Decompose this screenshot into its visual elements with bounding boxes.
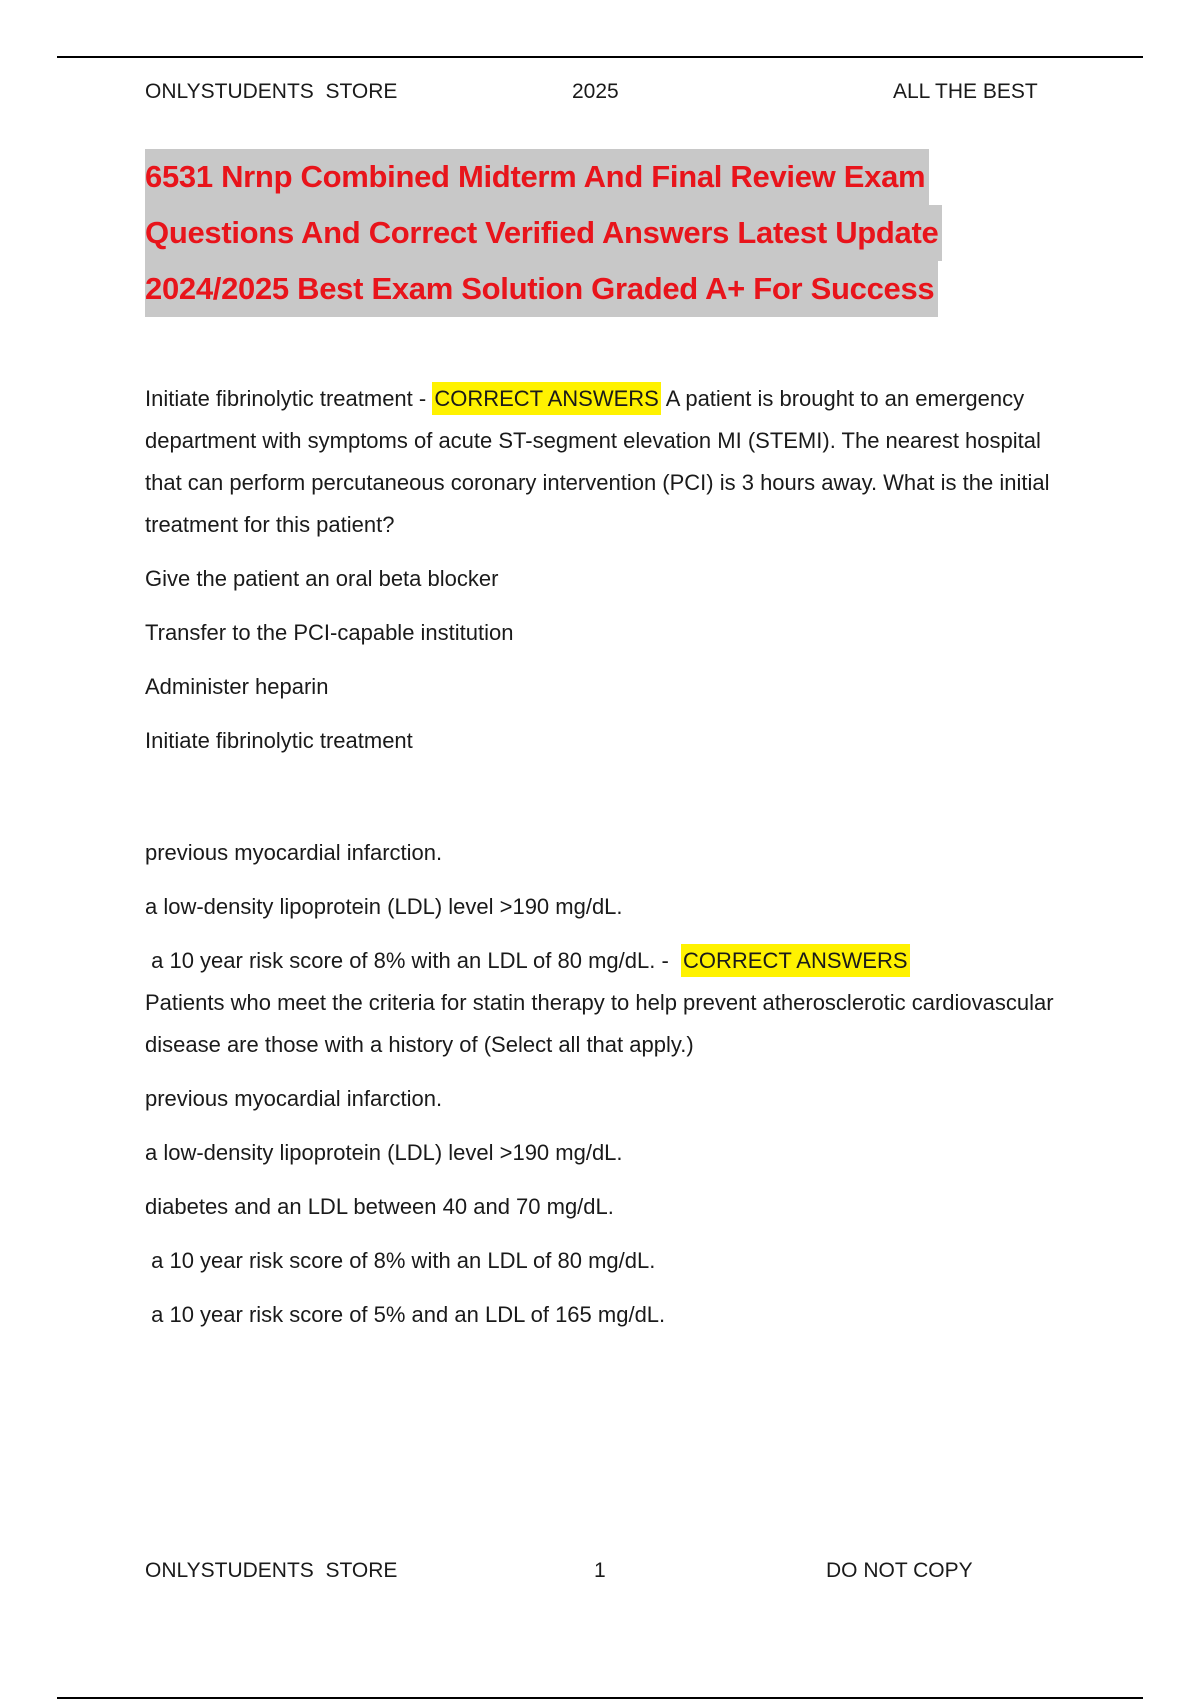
document-title	[145, 149, 945, 317]
q1-option-1: Give the patient an oral beta blocker	[145, 566, 499, 591]
q2-correct-tag: CORRECT ANSWERS	[681, 944, 910, 977]
header-center: 2025	[572, 80, 619, 103]
bottom-rule	[57, 1697, 1143, 1699]
title-line-1: 6531 Nrnp Combined Midterm And Final Review Exam	[145, 149, 929, 205]
title-line-2: Questions And Correct Verified Answers Latest Update	[145, 205, 942, 261]
footer-page-number: 1	[594, 1559, 606, 1582]
q1-paragraph	[145, 378, 1065, 546]
top-rule	[57, 56, 1143, 58]
q1-answer: Initiate fibrinolytic treatment -	[145, 386, 433, 411]
q2-paragraph	[145, 940, 1065, 1066]
q2-option-5: a 10 year risk score of 5% and an LDL of 165 mg/dL.	[145, 1302, 666, 1327]
q2-answer-line-2: a low-density lipoprotein (LDL) level >190 mg/dL.	[145, 894, 623, 919]
q2-answer-last: a 10 year risk score of 8% with an LDL of 80 mg/dL. -	[145, 948, 681, 973]
q2-question: Patients who meet the criteria for statin therapy to help prevent atherosclerotic cardiovascular disease are those with a history of (Select all that apply.)	[145, 990, 1054, 1057]
header-right: ALL THE BEST	[893, 80, 1038, 103]
title-line-3: 2024/2025 Best Exam Solution Graded A+ For Success	[145, 261, 938, 317]
q2-option-1: previous myocardial infarction.	[145, 1086, 443, 1111]
q1-option-2: Transfer to the PCI-capable institution	[145, 620, 514, 645]
q2-answer-line-1: previous myocardial infarction.	[145, 840, 443, 865]
footer-left: ONLYSTUDENTS STORE	[145, 1559, 398, 1582]
q1-correct-tag: CORRECT ANSWERS	[432, 382, 661, 415]
footer-right: DO NOT COPY	[826, 1559, 973, 1582]
q1-option-3: Administer heparin	[145, 674, 329, 699]
q1-question: A patient is brought to an emergency department with symptoms of acute ST-segment elevation MI (STEMI). The nearest hospital that can perform percutaneous coronary intervention (PCI) is 3 hours away. What is the initial treatment for this patient?	[145, 386, 1050, 537]
q2-option-2: a low-density lipoprotein (LDL) level >190 mg/dL.	[145, 1140, 623, 1165]
q2-option-3: diabetes and an LDL between 40 and 70 mg/dL.	[145, 1194, 614, 1219]
document-body	[145, 378, 1065, 1336]
header-left: ONLYSTUDENTS STORE	[145, 80, 398, 103]
q2-option-4: a 10 year risk score of 8% with an LDL of 80 mg/dL.	[145, 1248, 656, 1273]
q1-option-4: Initiate fibrinolytic treatment	[145, 728, 413, 753]
